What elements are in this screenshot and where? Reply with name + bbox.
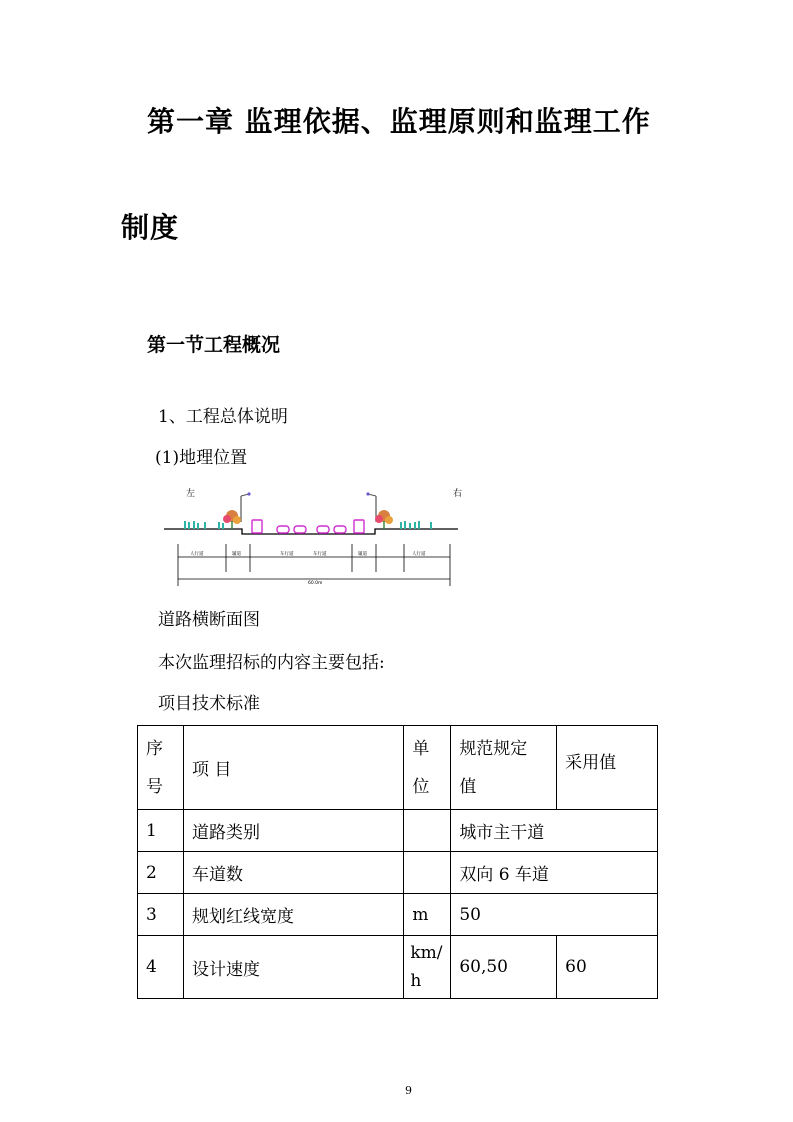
- header-adopted: 采用值: [557, 726, 658, 810]
- header-spec-bottom: 值: [459, 776, 477, 797]
- cell-adopted: 60: [557, 936, 658, 999]
- header-unit-bottom: 位: [412, 776, 430, 797]
- standards-heading: 项目技术标准: [158, 694, 260, 714]
- tree-right-icon: [375, 510, 393, 529]
- road-profile-line: [164, 529, 458, 534]
- segment-label: 人行道: [412, 552, 426, 557]
- figure-right-label: 右: [453, 489, 463, 499]
- table-row: [138, 810, 658, 852]
- cell-unit-top: km/: [410, 943, 443, 963]
- scope-paragraph: 本次监理招标的内容主要包括:: [158, 653, 385, 673]
- section-title: 第一节工程概况: [147, 334, 281, 356]
- header-spec-top: 规范规定: [459, 738, 528, 759]
- cell-no: 1: [138, 810, 184, 852]
- page-number: 9: [405, 1084, 412, 1097]
- cell-item: 设计速度: [183, 936, 403, 999]
- pedestrians-left-icon: [184, 521, 224, 529]
- cell-spec: 60,50: [451, 936, 557, 999]
- streetlight-left-icon: [241, 492, 251, 522]
- dimension-lines: [178, 544, 450, 586]
- header-no-top: 序: [146, 738, 163, 759]
- header-no-bottom: 号: [146, 776, 163, 797]
- table-row: [138, 936, 658, 999]
- header-no: [138, 726, 184, 810]
- cell-no: 4: [138, 936, 184, 999]
- cell-spec: 城市主干道: [451, 810, 658, 852]
- cell-unit-bottom: h: [410, 971, 422, 991]
- cell-unit: [404, 936, 451, 999]
- cell-item: 车道数: [183, 852, 403, 894]
- segment-label: 辅道: [232, 552, 241, 557]
- segment-label: 辅道: [358, 552, 367, 557]
- cell-no: 3: [138, 894, 184, 936]
- cell-unit: m: [404, 894, 451, 936]
- total-width-label: 60.0m: [308, 581, 323, 586]
- table-row: [138, 852, 658, 894]
- table-header-row: [138, 726, 658, 810]
- pedestrians-right-icon: [400, 521, 432, 529]
- tree-left-icon: [223, 510, 241, 529]
- technical-standards-table: [137, 725, 658, 999]
- overview-heading: 1、工程总体说明: [158, 407, 288, 427]
- cell-no: 2: [138, 852, 184, 894]
- cell-unit: [404, 852, 451, 894]
- streetlight-right-icon: [366, 492, 376, 522]
- cell-item: 规划红线宽度: [183, 894, 403, 936]
- chapter-title-line1: 第一章 监理依据、监理原则和监理工作: [147, 105, 651, 138]
- cell-unit: [404, 810, 451, 852]
- table-row: [138, 894, 658, 936]
- road-cross-section-figure: [160, 482, 470, 594]
- header-item: 项 目: [183, 726, 403, 810]
- header-spec: [451, 726, 557, 810]
- figure-left-label: 左: [186, 489, 196, 499]
- segment-label: 人行道: [190, 552, 204, 557]
- cell-spec: 双向 6 车道: [451, 852, 658, 894]
- header-unit-top: 单: [412, 738, 430, 759]
- cell-item: 道路类别: [183, 810, 403, 852]
- header-unit: [404, 726, 451, 810]
- cell-spec: 50: [451, 894, 658, 936]
- vehicles-icon: [252, 520, 364, 533]
- chapter-title-line2: 制度: [121, 211, 180, 244]
- segment-label: 车行道: [313, 552, 327, 557]
- segment-label: 车行道: [280, 552, 294, 557]
- figure-caption: 道路横断面图: [158, 610, 260, 630]
- location-heading: (1)地理位置: [155, 448, 248, 468]
